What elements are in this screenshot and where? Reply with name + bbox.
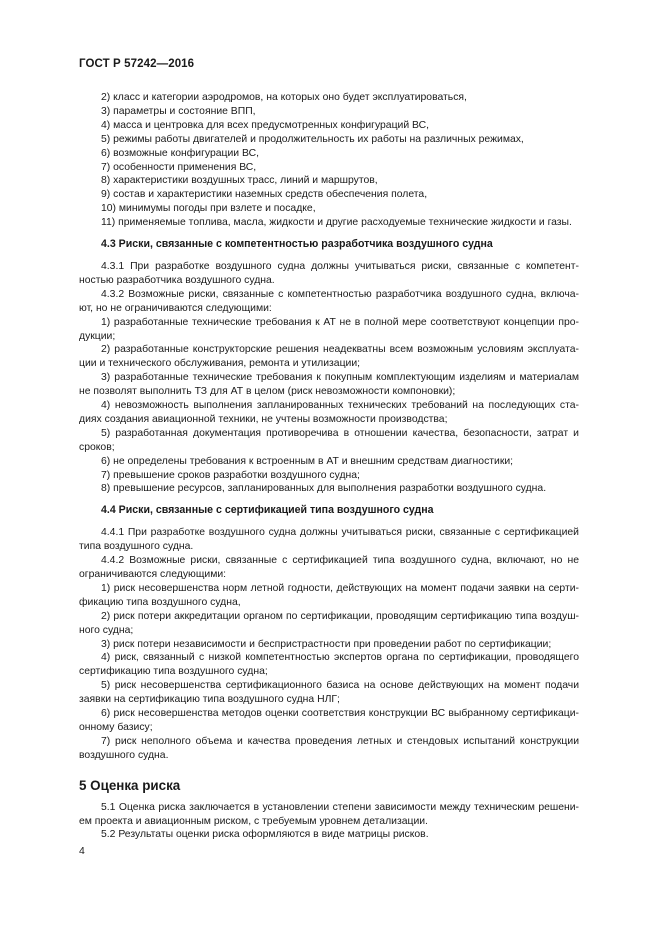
list-item-line: 2) разработанные конструкторские решения неадекватны всем возможным условиям эксплуата- bbox=[101, 344, 579, 356]
list-item: 3) параметры и состояние ВПП, bbox=[101, 105, 256, 117]
section-heading-5: 5 Оценка риска bbox=[79, 777, 181, 793]
list-item: 7) особенности применения ВС, bbox=[101, 161, 257, 173]
list-item-line: сертификацию типа воздушного судна; bbox=[79, 666, 268, 678]
list-item: 7) превышение сроков разработки воздушного судна; bbox=[101, 469, 360, 481]
list-item: 4) масса и центровка для всех предусмотренных конфигураций ВС, bbox=[101, 119, 430, 131]
paragraph-line: 4.4.2 Возможные риски, связанные с сертификацией типа воздушного судна, включают, но не bbox=[101, 555, 579, 567]
list-item-line: 7) риск неполного объема и качества проведения летных и стендовых испытаний конструкции bbox=[101, 735, 579, 747]
paragraph-line: ют, но не ограничиваются следующими: bbox=[79, 302, 272, 314]
list-item-line: фикацию типа воздушного судна, bbox=[79, 596, 241, 608]
list-item: 10) минимумы погоды при взлете и посадке, bbox=[101, 203, 316, 215]
paragraph-line: 5.2 Результаты оценки риска оформляются в виде матрицы рисков. bbox=[101, 829, 429, 841]
list-item-line: 5) риск несовершенства сертификационного базиса на основе действующих на момент подачи bbox=[101, 680, 579, 692]
page-number: 4 bbox=[79, 846, 85, 857]
paragraph-line: ем проекта и авиационным риском, с требуемым уровнем детализации. bbox=[79, 815, 428, 827]
list-item-line: 4) невозможность выполнения запланированных технических требований на последующих ста- bbox=[101, 400, 579, 412]
list-item-line: ного судна; bbox=[79, 624, 134, 636]
list-item-line: сроков; bbox=[79, 441, 115, 453]
document-header: ГОСТ Р 57242—2016 bbox=[79, 58, 195, 70]
list-item-line: 4) риск, связанный с низкой компетентностью экспертов органа по сертификации, проводящего bbox=[101, 652, 579, 664]
list-item-line: 6) риск несовершенства методов оценки соответствия конструкции ВС выбранному сертификаци- bbox=[101, 708, 579, 720]
list-item-line: 5) разработанная документация противоречива в отношении качества, безопасности, затрат и bbox=[101, 427, 579, 439]
list-item-line: заявки на сертификацию типа воздушного судна НЛГ; bbox=[79, 694, 340, 706]
document-body bbox=[79, 91, 579, 842]
list-item-line: дукции; bbox=[79, 330, 116, 342]
list-item: 5) режимы работы двигателей и продолжительность их работы на различных режимах, bbox=[101, 133, 524, 145]
list-item: 8) превышение ресурсов, запланированных для выполнения разработки воздушного судна. bbox=[101, 483, 547, 495]
list-item: 6) возможные конфигурации ВС, bbox=[101, 147, 259, 159]
list-item: 3) риск потери независимости и беспристрастности при проведении работ по сертификации; bbox=[101, 638, 552, 650]
paragraph-line: 5.1 Оценка риска заключается в установлении степени зависимости между техническим решени- bbox=[101, 801, 579, 813]
list-item-line: онному базису; bbox=[79, 721, 153, 733]
list-item: 11) применяемые топлива, масла, жидкости и другие расходуемые технические жидкости и газы. bbox=[101, 217, 572, 229]
section-heading-4-4: 4.4 Риски, связанные с сертификацией типа воздушного судна bbox=[101, 504, 434, 517]
list-item-line: 3) разработанные технические требования к покупным комплектующим изделиям и материалам bbox=[101, 372, 579, 384]
paragraph-line: 4.4.1 При разработке воздушного судна должны учитываться риски, связанные с сертификацией bbox=[101, 527, 579, 539]
list-item-line: не позволят выполнить ТЗ для АТ в целом (риск невозможности компоновки); bbox=[79, 386, 456, 398]
paragraph-line: ностью разработчика воздушного судна. bbox=[79, 274, 275, 286]
list-item: 2) класс и категории аэродромов, на которых оно будет эксплуатироваться, bbox=[101, 92, 467, 103]
list-item: 9) состав и характеристики наземных средств обеспечения полета, bbox=[101, 189, 428, 201]
list-item-line: диях создания авиационной техники, не учтены возможности производства; bbox=[79, 413, 448, 425]
paragraph-line: 4.3.1 При разработке воздушного судна должны учитываться риски, связанные с компетент- bbox=[101, 260, 579, 272]
list-item-line: 1) разработанные технические требования к АТ не в полной мере соответствуют концепции про- bbox=[101, 316, 579, 328]
paragraph-line: 4.3.2 Возможные риски, связанные с компетентностью разработчика воздушного судна, включа- bbox=[101, 288, 579, 300]
list-item: 6) не определены требования к встроенным в АТ и внешним средствам диагностики; bbox=[101, 455, 514, 467]
list-item: 8) характеристики воздушных трасс, линий и маршрутов, bbox=[101, 175, 378, 187]
list-item-line: 1) риск несовершенства норм летной годности, действующих на момент подачи заявки на серти- bbox=[101, 582, 579, 594]
section-heading-4-3: 4.3 Риски, связанные с компетентностью разработчика воздушного судна bbox=[101, 238, 493, 251]
paragraph-line: типа воздушного судна. bbox=[79, 541, 194, 553]
paragraph-line: ограничиваются следующими: bbox=[79, 569, 227, 580]
list-item-line: воздушного судна. bbox=[79, 749, 169, 761]
list-item-line: ции и технического обслуживания, ремонта и утилизации; bbox=[79, 358, 361, 370]
list-item-line: 2) риск потери аккредитации органом по сертификации, проводящим сертификацию типа воздуш- bbox=[101, 610, 579, 622]
